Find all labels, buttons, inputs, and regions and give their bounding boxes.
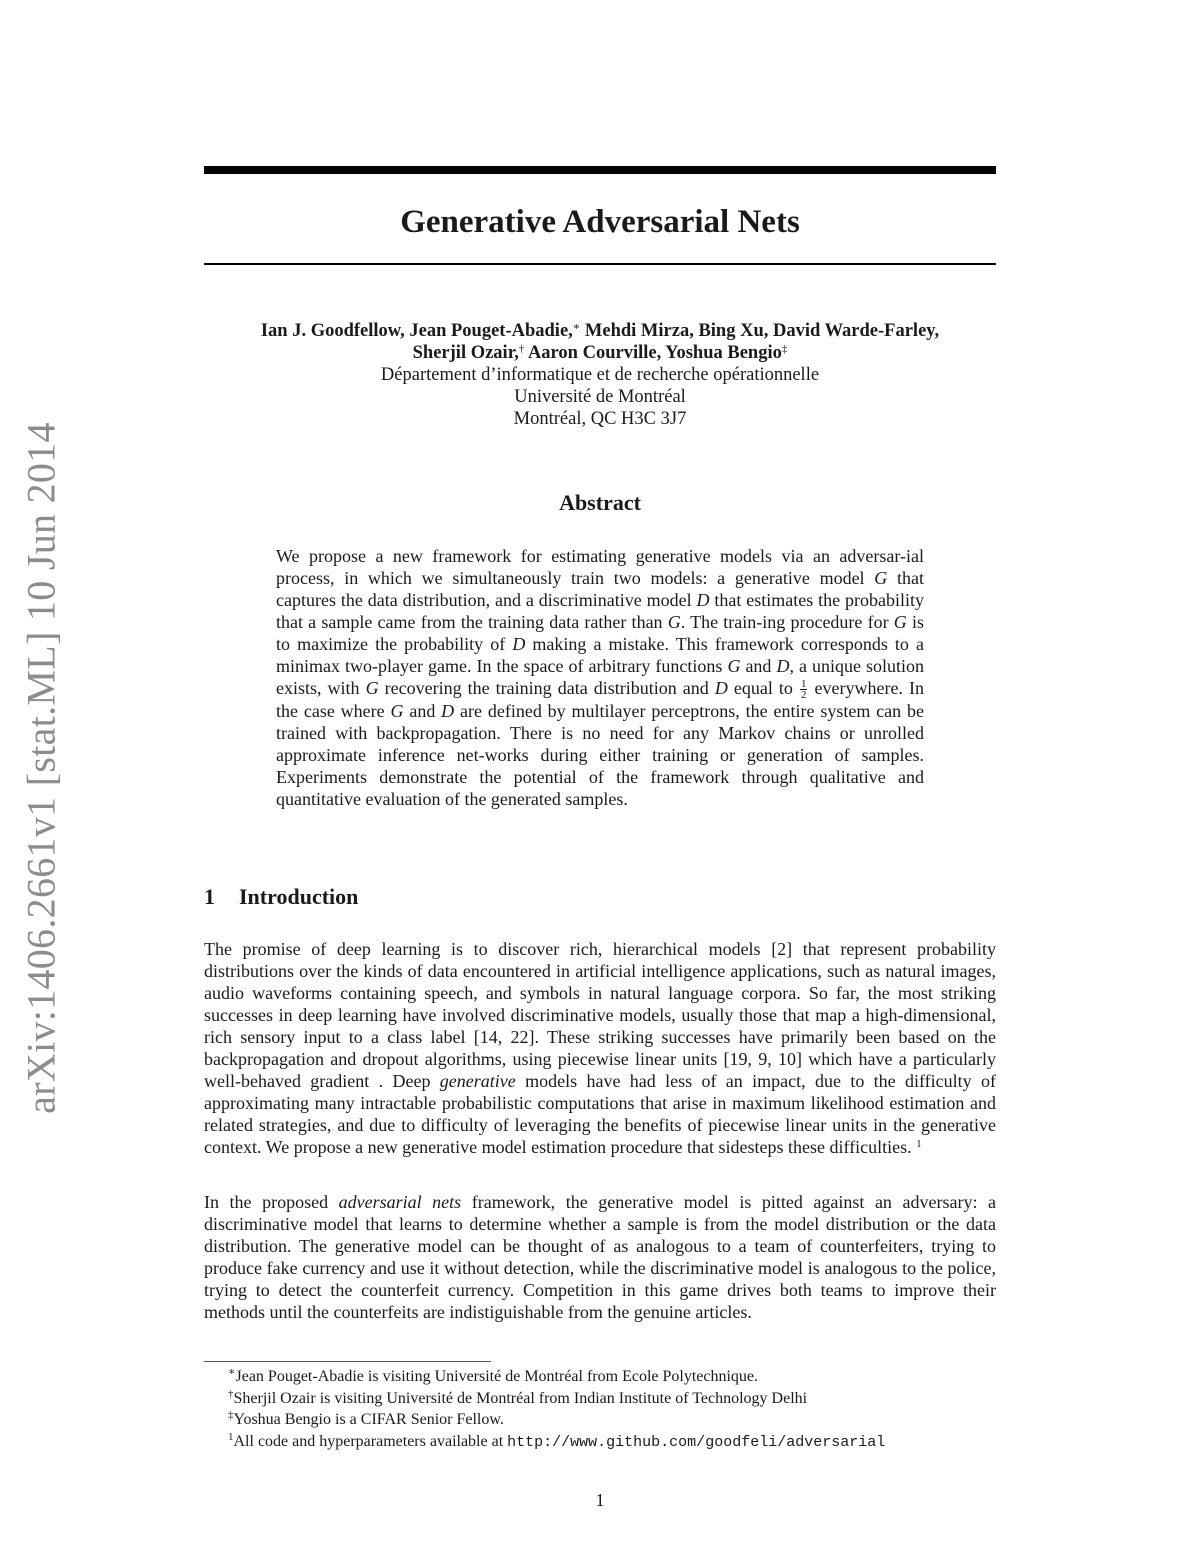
footnote-reference[interactable]: 1 xyxy=(916,1138,922,1150)
footnote-separator xyxy=(204,1361,491,1362)
authors-text-2a: Sherjil Ozair, xyxy=(412,343,519,363)
math-symbol: G xyxy=(893,612,907,632)
abstract-fragment: is to maximize the probability of xyxy=(276,612,924,654)
section-title: Introduction xyxy=(239,884,359,909)
footnote-1 xyxy=(228,1366,1008,1388)
authors-text-1b: Mehdi Mirza, Bing Xu, David Warde-Farley, xyxy=(580,321,940,341)
abstract-text xyxy=(276,545,924,810)
paper-title: Generative Adversarial Nets xyxy=(400,204,800,240)
footnote-text: Yoshua Bengio is a CIFAR Senior Fellow. xyxy=(233,1411,504,1428)
arxiv-identifier-stamp: arXiv:1406.2661v1 [stat.ML] 10 Jun 2014 xyxy=(18,422,64,1114)
math-symbol: D xyxy=(512,634,526,654)
footnote-mark: † xyxy=(228,1387,234,1400)
title-bottom-rule xyxy=(204,263,996,265)
title-top-rule xyxy=(204,166,996,174)
footnote-mark: ∗ xyxy=(228,1366,236,1378)
abstract-fragment: are defined by multilayer perceptrons, the entire system can be trained with backpropagation. There is no need for any Markov chains or unrolled approximate inference net-works during either training or generation of samples. Experiments demonstrate the potential of the framework through qualitative and quantitative evaluation of the generated samples. xyxy=(276,701,924,810)
abstract-fragment: that captures the data distribution, and a discriminative model xyxy=(276,568,924,610)
abstract-fragment: , a unique solution exists, with xyxy=(276,656,924,698)
footnotes xyxy=(228,1366,1008,1453)
abstract-fragment: that estimates the probability that a sample came from the training data rather than xyxy=(276,590,925,632)
paragraph-fragment: framework, the generative model is pitted against an adversary: a discriminative model that learns to determine whether a sample is from the model distribution or the data distribution. The generative model can be thought of as analogous to a team of counterfeiters, trying to produce fake currency and use it without detection, while the discriminative model is analogous to the police, trying to detect the counterfeit currency. Competition in this game drives both teams to improve their methods until the counterfeits are indistiguishable from the genuine articles. xyxy=(204,1192,996,1322)
code-url-link[interactable]: http://www.github.com/goodfeli/adversarial xyxy=(507,1433,886,1451)
intro-paragraph-2 xyxy=(204,1191,996,1323)
abstract-fragment: everywhere. In the case where xyxy=(276,678,924,722)
affiliation-department: Département d’informatique et de recherche opérationnelle xyxy=(380,365,820,385)
math-symbol: G xyxy=(727,656,741,676)
section-heading-introduction xyxy=(204,882,358,912)
intro-paragraph-1 xyxy=(204,938,996,1158)
affiliation-university: Université de Montréal xyxy=(514,387,686,407)
math-symbol: G xyxy=(667,612,681,632)
fraction-numerator: 1 xyxy=(800,678,807,691)
footnote-mark: † xyxy=(518,343,525,355)
footnote-text: Sherjil Ozair is visiting Université de Montréal from Indian Institute of Technology Delhi xyxy=(233,1389,808,1407)
authors-text-1a: Ian J. Goodfellow, Jean Pouget-Abadie, xyxy=(260,321,573,341)
paragraph-fragment: In the proposed xyxy=(204,1192,339,1212)
abstract-fragment: recovering the training data distribution and xyxy=(378,678,715,698)
paragraph-fragment: models have had less of an impact, due to the difficulty of approximating many intractable probabilistic computations that arise in maximum likelihood estimation and related strategies, and due to difficulty of leveraging the benefits of piecewise linear units in the generative context. We propose a new generative model estimation procedure that sidesteps these difficulties. xyxy=(204,1071,996,1157)
math-symbol: D xyxy=(776,656,790,676)
section-number: 1 xyxy=(204,884,215,909)
authors-text-2b: Aaron Courville, Yoshua Bengio xyxy=(524,343,782,363)
footnote-mark: ‡ xyxy=(781,343,788,355)
fraction-denominator: 2 xyxy=(800,689,807,702)
page-number: 1 xyxy=(595,1490,605,1510)
footnote-mark: ∗ xyxy=(572,321,581,333)
math-symbol: G xyxy=(390,701,404,722)
abstract-fragment: and xyxy=(740,656,777,676)
footnote-3 xyxy=(228,1409,1008,1431)
footnote-text: All code and hyperparameters available at xyxy=(233,1432,508,1450)
footnote-4 xyxy=(228,1431,1008,1454)
abstract-fragment: and xyxy=(403,701,442,722)
abstract-fragment: We propose a new framework for estimating generative models via an adversar-ial process, in which we simultaneously train two models: a generative model xyxy=(276,546,924,588)
abstract-fragment: making a mistake. This framework corresponds to a minimax two-player game. In the space of arbitrary functions xyxy=(276,634,924,676)
footnote-text: Jean Pouget-Abadie is visiting Université de Montréal from Ecole Polytechnique. xyxy=(235,1368,759,1385)
math-symbol: G xyxy=(874,568,888,588)
math-symbol: G xyxy=(365,678,379,698)
abstract-fragment: equal to xyxy=(727,678,799,698)
author-block xyxy=(204,320,996,430)
author-line-2 xyxy=(204,342,996,364)
paragraph-fragment: The promise of deep learning is to discover rich, hierarchical models [2] that represent probability distributions over the kinds of data encountered in artificial intelligence applications, such as natural images, audio waveforms containing speech, and symbols in natural language corpora. So far, the most striking successes in deep learning have involved discriminative models, usually those that map a high-dimensional, rich sensory input to a class label [14, 22]. These striking successes have primarily been based on the backpropagation and dropout algorithms, using piecewise linear units [19, 9, 10] which have a particularly well-behaved gradient . Deep xyxy=(204,939,996,1091)
fraction-one-half xyxy=(800,679,808,700)
emphasis-text: generative xyxy=(439,1071,516,1091)
author-line-1 xyxy=(204,320,996,342)
affiliation-address: Montréal, QC H3C 3J7 xyxy=(513,409,687,429)
abstract-fragment: . The train-ing procedure for xyxy=(680,612,894,632)
math-symbol: D xyxy=(714,678,728,698)
emphasis-text: adversarial nets xyxy=(338,1192,462,1212)
math-symbol: D xyxy=(441,701,455,722)
abstract-heading: Abstract xyxy=(559,490,641,515)
footnote-mark: ‡ xyxy=(228,1409,234,1421)
footnote-2 xyxy=(228,1388,1008,1410)
footnote-mark: 1 xyxy=(228,1430,234,1443)
math-symbol: D xyxy=(696,590,710,610)
